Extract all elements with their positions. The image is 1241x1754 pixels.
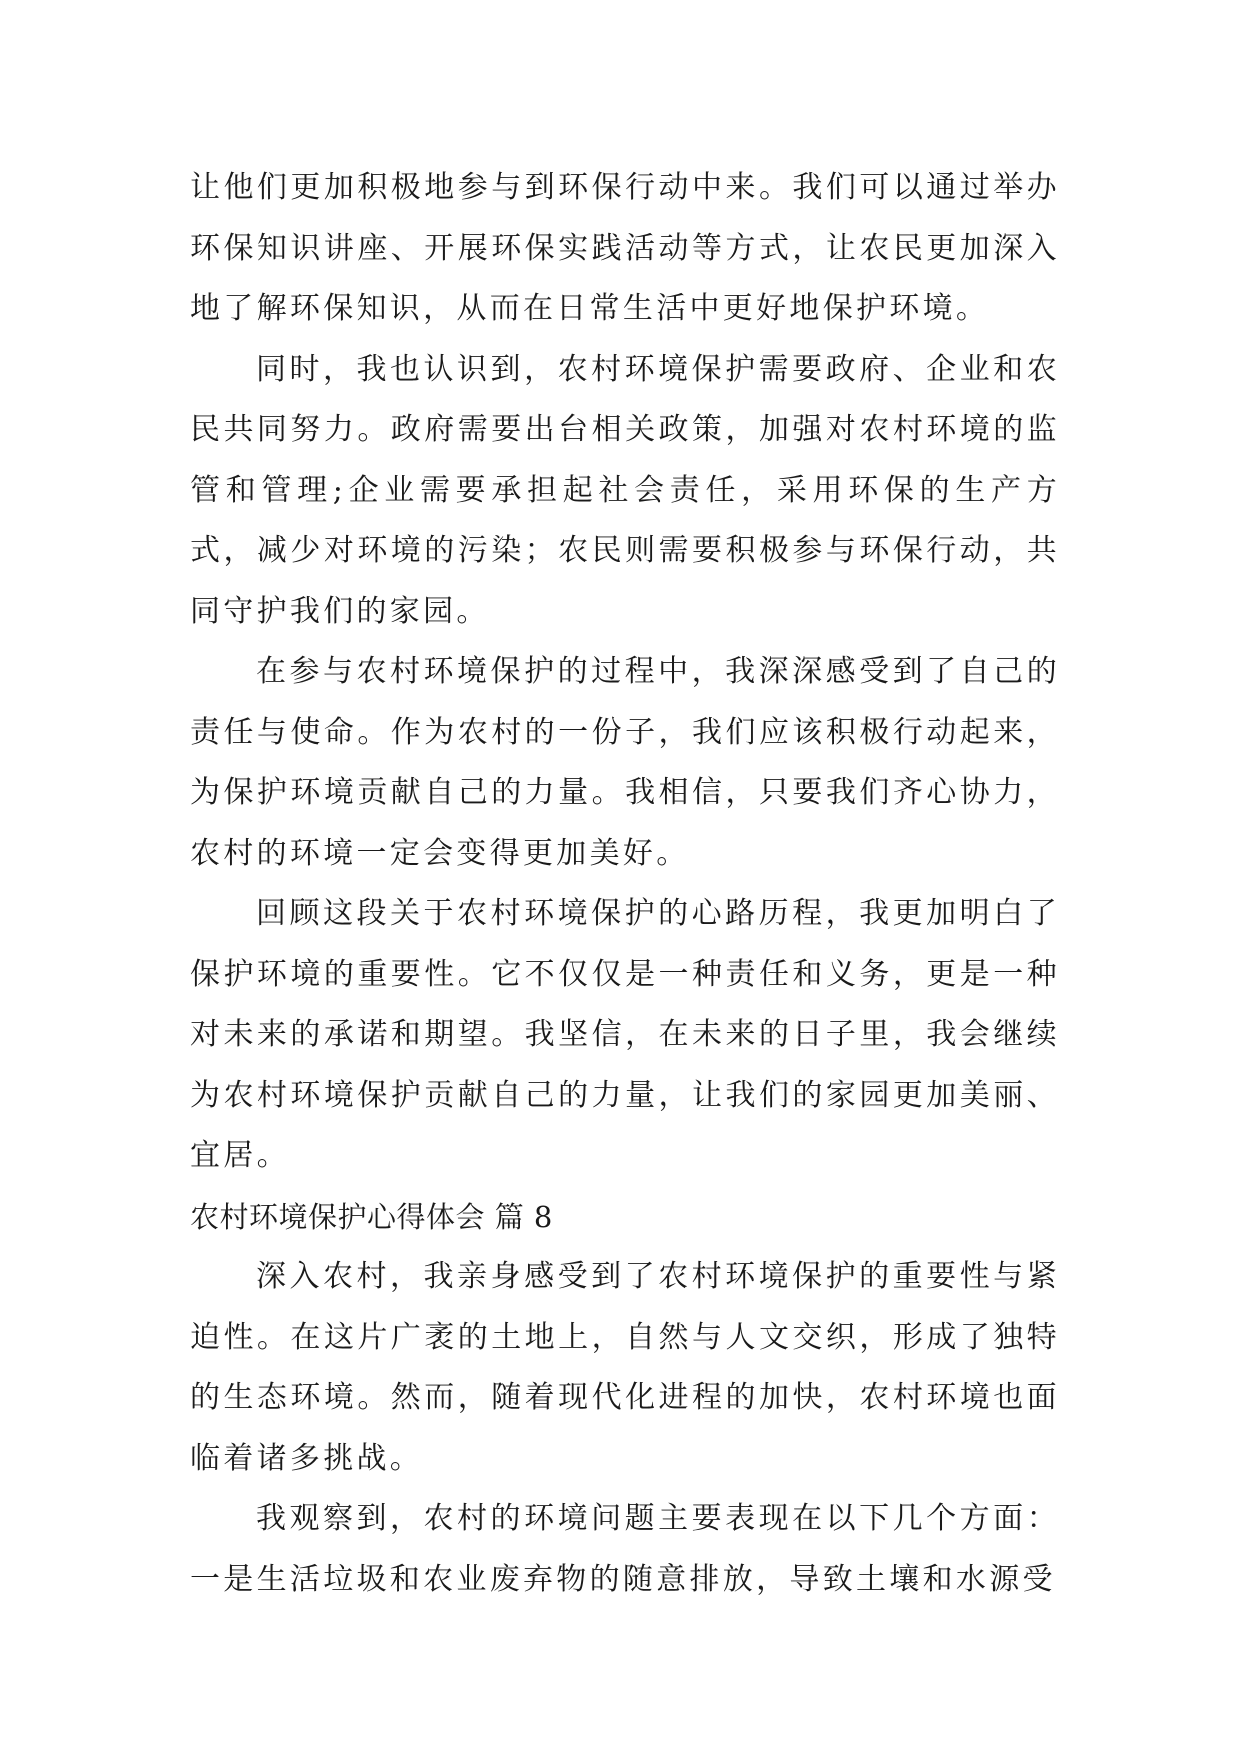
- paragraph-5: 深入农村，我亲身感受到了农村环境保护的重要性与紧迫性。在这片广袤的土地上，自然与人文交织，形成了独特的生态环境。然而，随着现代化进程的加快，农村环境也面临着诸多挑战。: [190, 1259, 1060, 1476]
- document-body: [190, 158, 1060, 1610]
- paragraph-4: 回顾这段关于农村环境保护的心路历程，我更加明白了保护环境的重要性。它不仅仅是一种责任和义务，更是一种对未来的承诺和期望。我坚信，在未来的日子里，我会继续为农村环境保护贡献自己的力量，让我们的家园更加美丽、宜居。: [190, 896, 1060, 1173]
- paragraph-3: 在参与农村环境保护的过程中，我深深感受到了自己的责任与使命。作为农村的一份子，我们应该积极行动起来，为保护环境贡献自己的力量。我相信，只要我们齐心协力，农村的环境一定会变得更加美好。: [190, 654, 1060, 871]
- paragraph-6: 我观察到，农村的环境问题主要表现在以下几个方面：一是生活垃圾和农业废弃物的随意排放，导致土壤和水源受: [190, 1501, 1060, 1597]
- section-heading: 农村环境保护心得体会 篇 8: [190, 1199, 553, 1234]
- paragraph-2: 同时，我也认识到，农村环境保护需要政府、企业和农民共同努力。政府需要出台相关政策，加强对农村环境的监管和管理;企业需要承担起社会责任，采用环保的生产方式，减少对环境的污染；农民则需要积极参与环保行动，共同守护我们的家园。: [190, 351, 1060, 629]
- paragraph-1: 让他们更加积极地参与到环保行动中来。我们可以通过举办环保知识讲座、开展环保实践活动等方式，让农民更加深入地了解环保知识，从而在日常生活中更好地保护环境。: [190, 170, 1060, 326]
